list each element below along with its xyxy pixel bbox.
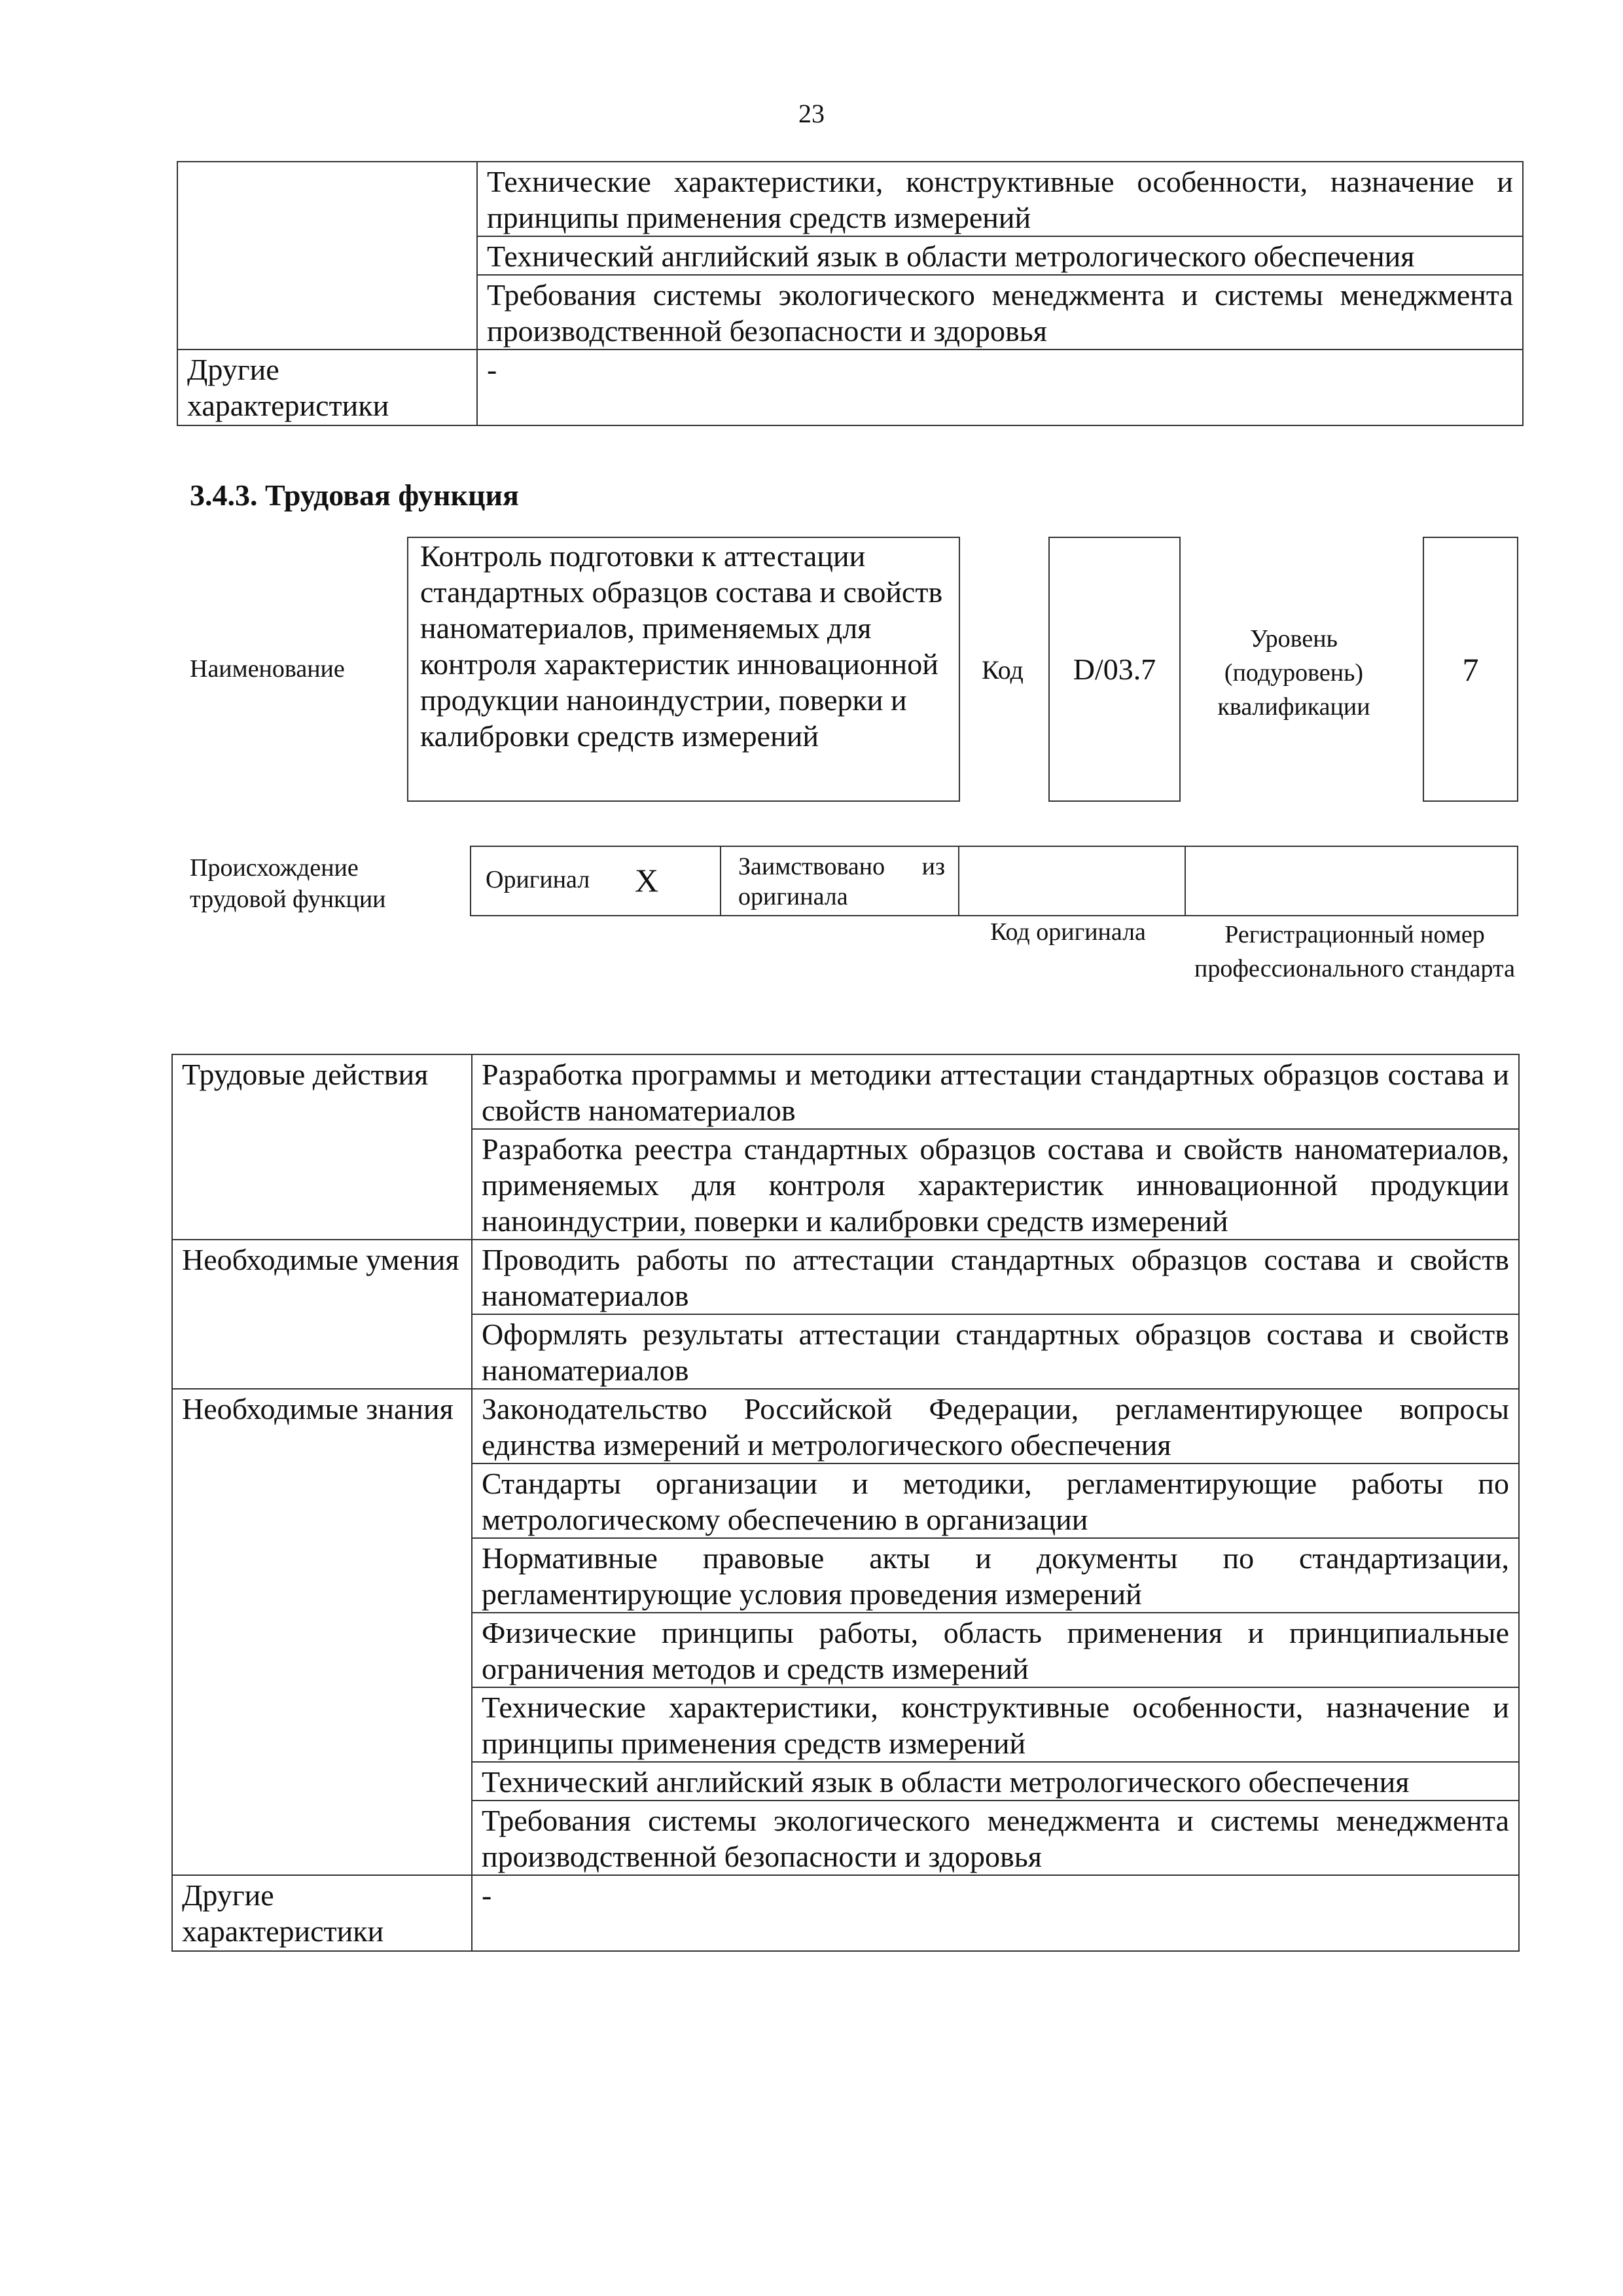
code-original-cell bbox=[959, 847, 1186, 915]
other-characteristics-value: - bbox=[477, 350, 1523, 425]
qualification-level-label: Уровень (подуровень) квалификации bbox=[1217, 625, 1370, 721]
code-box bbox=[1048, 537, 1181, 802]
table-row bbox=[172, 1054, 1519, 1129]
knowledge-item: Технический английский язык в области метрологического обеспечения bbox=[477, 236, 1523, 275]
other-characteristics-label: Другие характеристики bbox=[177, 350, 477, 425]
qualification-level-box bbox=[1423, 537, 1518, 802]
origin-strip bbox=[470, 846, 1518, 916]
reg-number-caption: Регистрационный номер профессионального стандарта bbox=[1194, 921, 1515, 982]
name-label: Наименование bbox=[190, 655, 345, 683]
code-value: D/03.7 bbox=[1073, 653, 1156, 686]
action-item: Разработка программы и методики аттестации стандартных образцов состава и свойств наноматериалов bbox=[472, 1054, 1519, 1129]
borrowed-cell bbox=[721, 847, 959, 915]
other-characteristics-value: - bbox=[472, 1875, 1519, 1951]
function-details-table bbox=[171, 1054, 1520, 1952]
function-name-value: Контроль подготовки к аттестации стандартных образцов состава и свойств наноматериалов, применяемых для контроля характеристик инновационной продукции наноиндустрии, поверки и калибровки средств измерений bbox=[420, 539, 943, 753]
page-number: 23 bbox=[798, 99, 825, 128]
code-original-caption: Код оригинала bbox=[990, 918, 1146, 946]
table-row bbox=[172, 1389, 1519, 1463]
knowledge-item: Требования системы экологического менеджмента и системы менеджмента производственной безопасности и здоровья bbox=[472, 1801, 1519, 1875]
empty-label-cell bbox=[177, 162, 477, 350]
original-mark: X bbox=[635, 862, 659, 899]
function-name-box bbox=[407, 537, 960, 802]
original-label: Оригинал bbox=[486, 866, 590, 893]
knowledge-item: Технический английский язык в области метрологического обеспечения bbox=[472, 1762, 1519, 1801]
table-row bbox=[177, 162, 1523, 236]
continued-knowledge-table bbox=[177, 161, 1524, 426]
table-row bbox=[172, 1875, 1519, 1951]
knowledge-item: Технические характеристики, конструктивные особенности, назначение и принципы применения средств измерений bbox=[472, 1687, 1519, 1762]
knowledge-item: Физические принципы работы, область применения и принципиальные ограничения методов и средств измерений bbox=[472, 1613, 1519, 1687]
borrowed-label-line1: Заимствовано из bbox=[738, 853, 945, 880]
knowledge-item: Законодательство Российской Федерации, регламентирующее вопросы единства измерений и метрологического обеспечения bbox=[472, 1389, 1519, 1463]
knowledge-item: Технические характеристики, конструктивные особенности, назначение и принципы применения средств измерений bbox=[477, 162, 1523, 236]
borrowed-label-line2: оригинала bbox=[738, 883, 848, 910]
knowledge-item: Стандарты организации и методики, регламентирующие работы по метрологическому обеспечению в организации bbox=[472, 1463, 1519, 1538]
original-cell bbox=[471, 847, 721, 915]
table-row bbox=[177, 350, 1523, 425]
table-row bbox=[172, 1240, 1519, 1314]
code-label: Код bbox=[982, 655, 1024, 685]
reg-number-cell bbox=[1186, 847, 1520, 915]
knowledge-item: Нормативные правовые акты и документы по стандартизации, регламентирующие условия проведения измерений bbox=[472, 1538, 1519, 1613]
action-item: Разработка реестра стандартных образцов состава и свойств наноматериалов, применяемых для контроля характеристик инновационной продукции наноиндустрии, поверки и калибровки средств измерений bbox=[472, 1129, 1519, 1240]
skill-item: Оформлять результаты аттестации стандартных образцов состава и свойств наноматериалов bbox=[472, 1314, 1519, 1389]
section-heading: 3.4.3. Трудовая функция bbox=[190, 478, 519, 512]
skill-item: Проводить работы по аттестации стандартных образцов состава и свойств наноматериалов bbox=[472, 1240, 1519, 1314]
knowledge-label: Необходимые знания bbox=[172, 1389, 472, 1875]
actions-label: Трудовые действия bbox=[172, 1054, 472, 1240]
origin-label: Происхождение трудовой функции bbox=[190, 854, 386, 913]
other-characteristics-label: Другие характеристики bbox=[172, 1875, 472, 1951]
skills-label: Необходимые умения bbox=[172, 1240, 472, 1389]
qualification-level-value: 7 bbox=[1462, 651, 1479, 688]
knowledge-item: Требования системы экологического менеджмента и системы менеджмента производственной безопасности и здоровья bbox=[477, 275, 1523, 350]
